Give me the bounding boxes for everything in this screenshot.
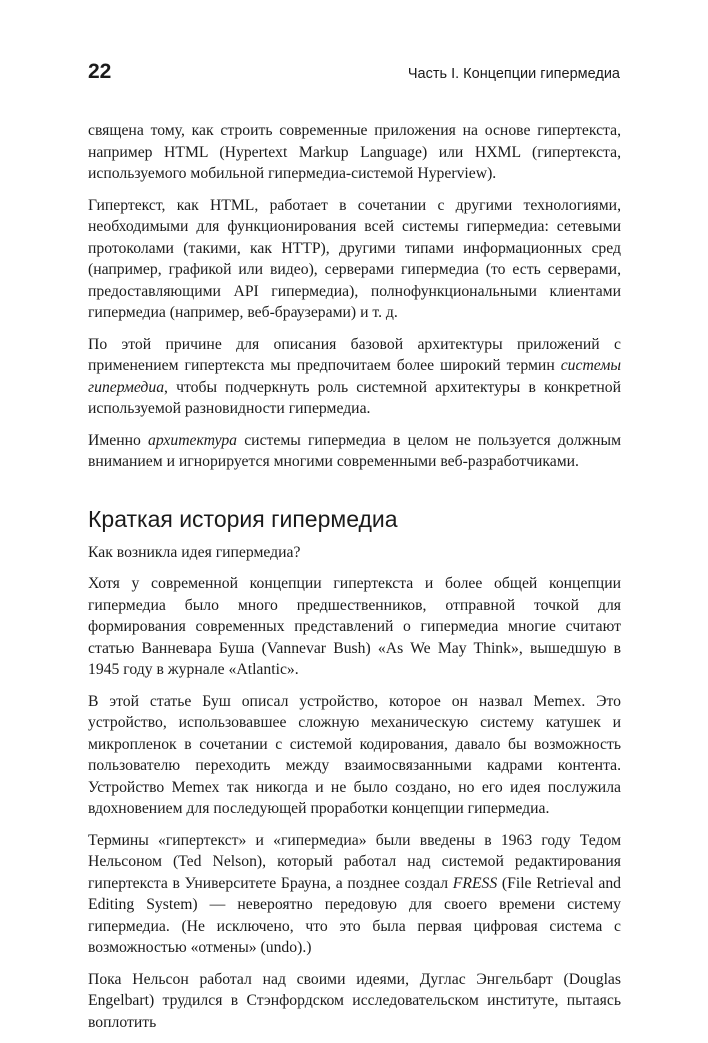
paragraph-text: Термины «гипертекст» и «гипермедиа» были введены в 1963 году Тедом Нельсоном (Ted Nelson), который работал над системой редактирования гипертекста в Университете Брауна, а позднее создал xyxy=(88,831,621,892)
page-header xyxy=(88,60,620,90)
paragraph: В этой статье Буш описал устройство, которое он назвал Memex. Это устройство, использовавшее сложную механическую систему катушек и микропленок в сочетании с системой кодирования, давало бы возможность пользователю переходить между взаимосвязанными кадрами контента. Устройство Memex так никогда и не было создано, но его идея послужила вдохновением для последующей проработки концепции гипермедиа. xyxy=(88,692,621,817)
section-heading: Краткая история гипермедиа xyxy=(88,505,398,532)
emphasis-term: системы гипермедиа xyxy=(88,357,621,396)
emphasis-term: FRESS xyxy=(452,874,498,892)
paragraph: Как возникла идея гипермедиа? xyxy=(88,543,301,561)
paragraph: Гипертекст, как HTML, работает в сочетании с другими технологиями, необходимыми для функционирования всей системы гипермедиа: сетевыми протоколами (такими, как HTTP), другими типами информационных сред (например, графикой или видео), серверами гипермедиа (то есть серверами, предоставляющими API гипермедиа), полнофункциональными клиентами гипермедиа (например, веб-браузерами) и т. д. xyxy=(88,196,621,321)
paragraph: Хотя у современной концепции гипертекста и более общей концепции гипермедиа было много предшественников, отправной точкой для формирования современных представлений о гипермедиа многие считают статью Ванневара Буша (Vannevar Bush) «As We May Think», вышедшую в 1945 году в журнале «Atlantic». xyxy=(88,575,621,678)
running-head: Часть I. Концепции гипермедиа xyxy=(407,66,620,82)
body-text xyxy=(88,120,621,1043)
emphasis-term: архитектура xyxy=(148,431,238,449)
paragraph xyxy=(88,334,621,420)
paragraph xyxy=(88,430,621,473)
paragraph: священа тому, как строить современные приложения на основе гипертекста, например HTML (Hypertext Markup Language) или HXML (гипертекста, используемого мобильной гипермедиа-системой Hyperview). xyxy=(88,122,621,182)
paragraph: Пока Нельсон работал над своими идеями, Дуглас Энгельбарт (Douglas Engelbart) трудился в Стэнфордском исследовательском институте, пытаясь воплотить xyxy=(88,970,621,1031)
paragraph-text: (File Retrieval and Editing System) — невероятно передовую для своего времени систему гипермедиа. (Не исключено, что это была первая цифровая система с возможностью «отмены» (undo).) xyxy=(88,874,622,956)
paragraph-text: , чтобы подчеркнуть роль системной архитектуры в конкретной используемой разновидности гипермедиа. xyxy=(88,378,621,417)
paragraph-text: Именно xyxy=(88,431,149,449)
paragraph-text: По этой причине для описания базовой архитектуры приложений с применением гипертекста мы предпочитаем более широкий термин xyxy=(88,335,621,374)
paragraph-text: системы гипермедиа в целом не пользуется должным вниманием и игнорируется многими современными веб-разработчиками. xyxy=(88,431,622,470)
page-number: 22 xyxy=(88,60,112,83)
paragraph xyxy=(88,830,621,959)
